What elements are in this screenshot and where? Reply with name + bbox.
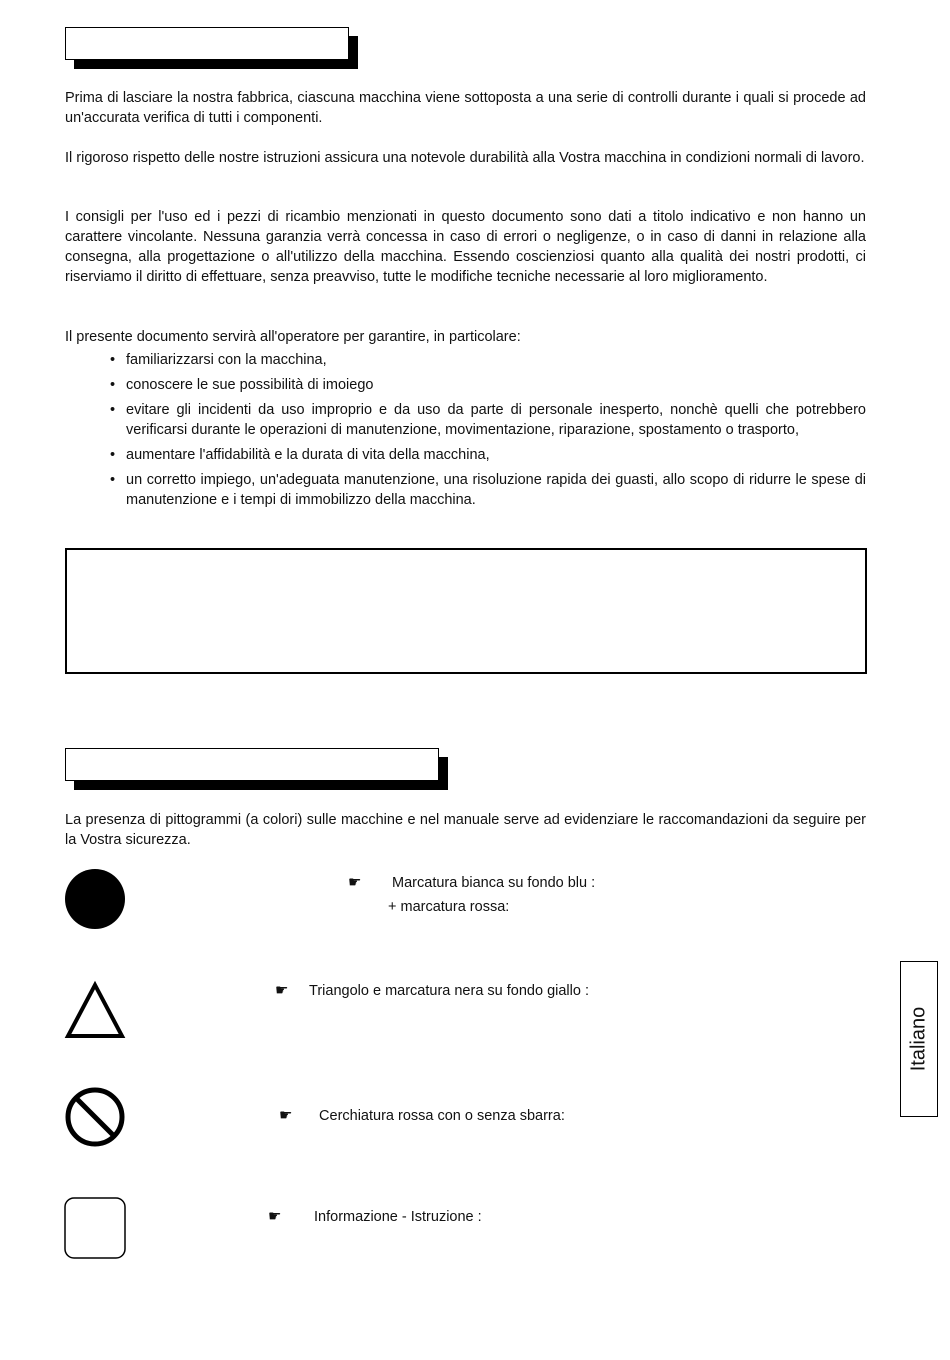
bullet-icon: • [110,472,116,488]
rounded-square-icon [64,1197,126,1259]
language-tab [900,961,938,1117]
language-tab-label: Italiano [907,1006,930,1072]
bullet-icon: • [110,402,116,418]
pointing-hand-icon: ☛ [279,1107,293,1124]
bullet-icon: • [110,352,116,368]
list-item: • familiarizzarsi con la macchina, [110,352,327,368]
pictogram-desc-2: ☛ Triangolo e marcatura nera su fondo giallo : [275,979,589,1003]
filled-circle-icon [64,868,126,930]
disclaimer-paragraph: I consigli per l'uso ed i pezzi di ricambio menzionati in questo documento sono dati a titolo indicativo e non hanno un carattere vincolante. Nessuna garanzia verrà concessa in caso di errori o negligenze, o in caso di danni in relazione alla consegna, alla progettazione o all'utilizzo della macchina. Essendo coscienziosi quanto alla qualità dei nostri prodotti, ci riserviamo il diritto di effettuare, senza preavviso, tutte le modifiche tecniche necessarie al loro miglioramento. [65,209,866,285]
list-item: • un corretto impiego, un'adeguata manutenzione, una risoluzione rapida dei guasti, allo scopo di ridurre le spese di manutenzione e i tempi di immobilizzo della macchina. [110,472,866,508]
list-item: • aumentare l'affidabilità e la durata di vita della macchina, [110,447,490,463]
list-item: • evitare gli incidenti da uso improprio e da uso da parte di personale inesperto, nonchè quelli che potrebbero verificarsi durante le operazioni di manutenzione, movimentazione, riparazione, spostamento o trasporto, [110,402,866,438]
section-header-box-2 [65,748,439,781]
bullet-icon: • [110,377,116,393]
pointing-hand-icon: ☛ [268,1208,282,1225]
pointing-hand-icon: ☛ [348,874,362,891]
pictogram-desc-4: ☛ Informazione - Istruzione : [268,1205,482,1229]
pictogram-desc-1: ☛ Marcatura bianca su fondo blu : + marcatura rossa: [348,871,595,919]
warning-triangle-icon [64,978,126,1040]
purpose-paragraph: Il presente documento servirà all'operatore per garantire, in particolare: [65,329,521,345]
list-item: • conoscere le sue possibilità di imoiego [110,377,374,393]
bullet-icon: • [110,447,116,463]
pointing-hand-icon: ☛ [275,982,289,999]
durability-paragraph: Il rigoroso rispetto delle nostre istruzioni assicura una notevole durabilità alla Vostra macchina in condizioni normali di lavoro. [65,150,865,166]
section-header-box-1 [65,27,349,60]
purpose-list [110,350,866,515]
pictogram-intro: La presenza di pittogrammi (a colori) sulle macchine e nel manuale serve ad evidenziare le raccomandazioni da seguire per la Vostra sicurezza. [65,812,866,848]
pictogram-desc-3: ☛ Cerchiatura rossa con o senza sbarra: [279,1104,565,1128]
notice-box [65,548,867,674]
intro-paragraph: Prima di lasciare la nostra fabbrica, ciascuna macchina viene sottoposta a una serie di controlli durante i quali si procede ad un'accurata verifica di tutti i componenti. [65,90,866,126]
prohibition-icon [64,1086,126,1148]
